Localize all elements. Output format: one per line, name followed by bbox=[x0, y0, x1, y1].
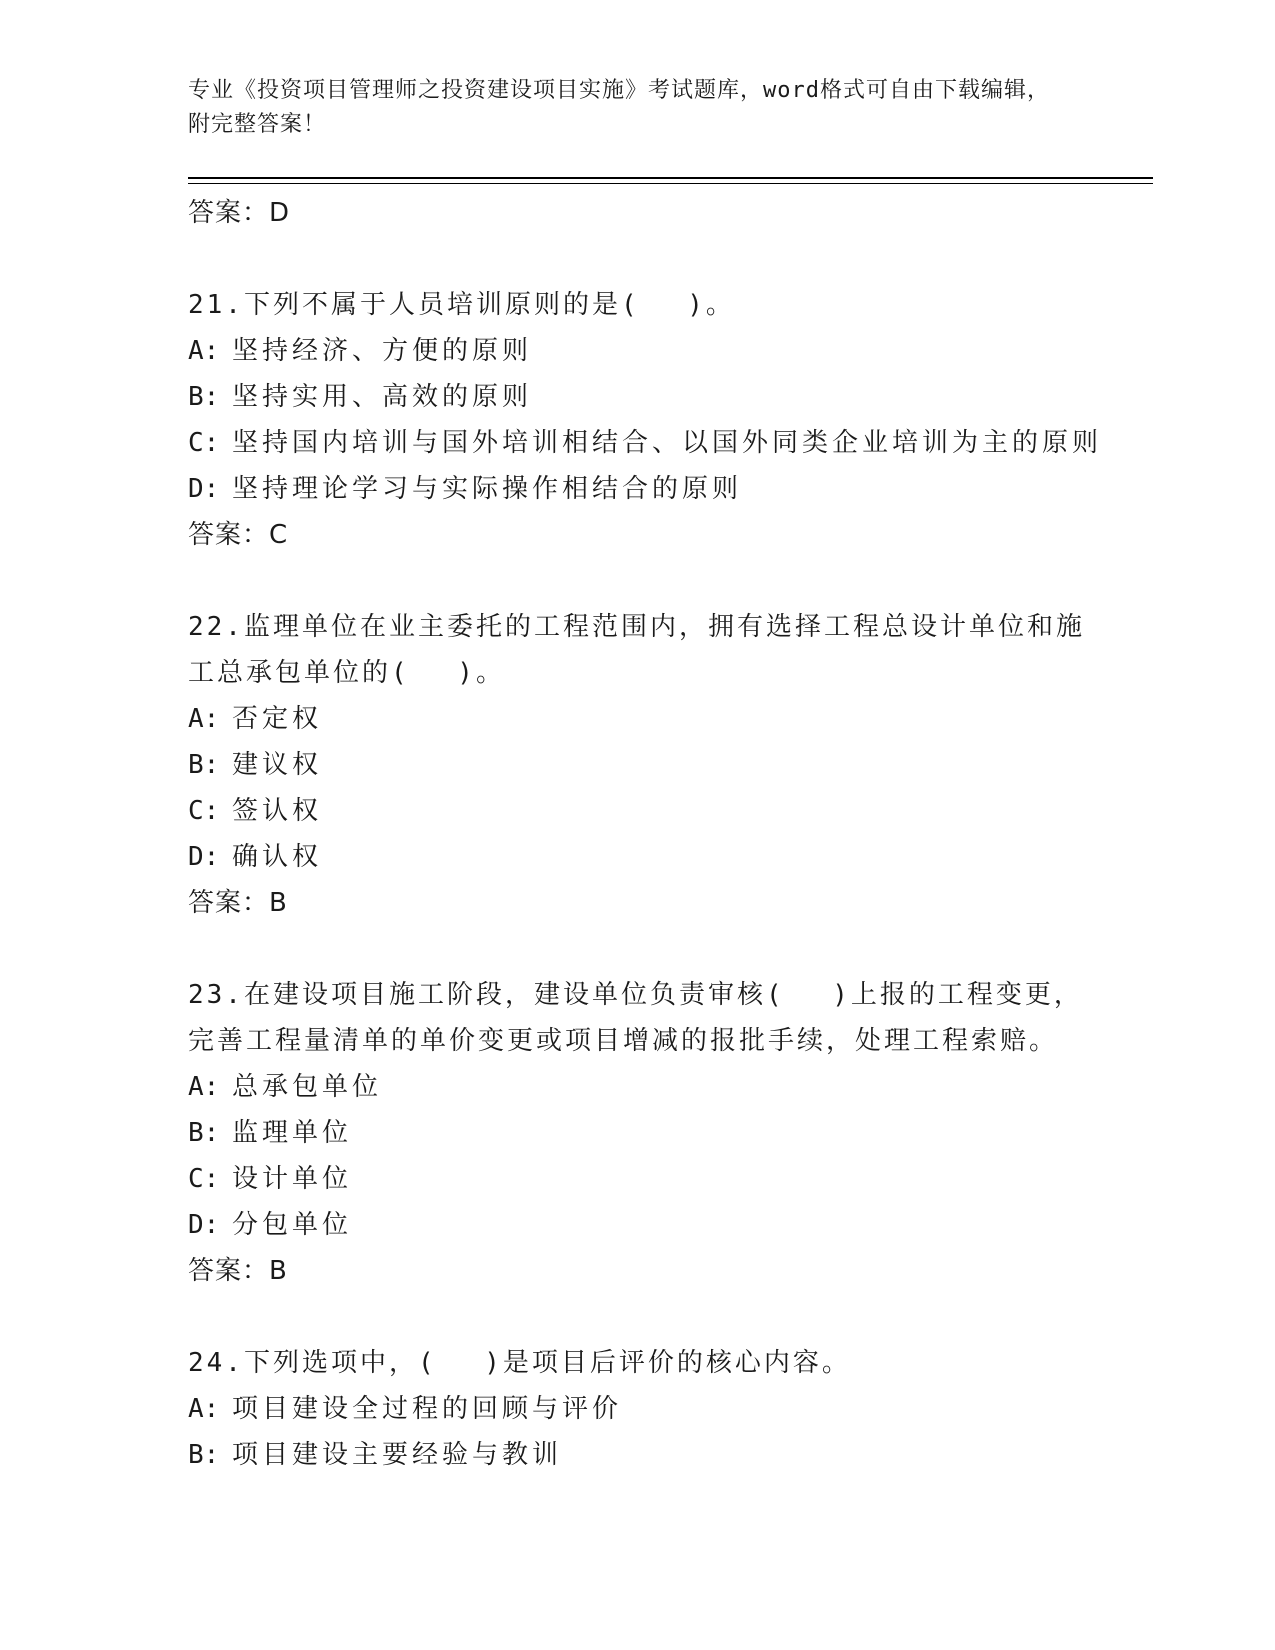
option-text: 确认权 bbox=[232, 842, 323, 872]
option-a bbox=[188, 1064, 1088, 1110]
option-letter: A: bbox=[188, 336, 220, 366]
option-letter: C: bbox=[188, 428, 220, 458]
document-header-intro: 专业《投资项目管理师之投资建设项目实施》考试题库，word格式可自由下载编辑，附完整答案！ bbox=[188, 78, 1050, 137]
option-d bbox=[188, 834, 1088, 880]
option-letter: A: bbox=[188, 704, 220, 734]
option-text: 坚持实用、高效的原则 bbox=[232, 382, 533, 412]
answer-line: 答案：C bbox=[188, 520, 289, 550]
option-text: 签认权 bbox=[232, 796, 323, 826]
option-b bbox=[188, 374, 1088, 420]
header-rule-thin bbox=[188, 183, 1153, 184]
option-text: 建议权 bbox=[232, 750, 323, 780]
option-letter: D: bbox=[188, 474, 220, 504]
option-c bbox=[188, 788, 1088, 834]
option-letter: B: bbox=[188, 750, 220, 780]
question-stem: 21.下列不属于人员培训原则的是( )。 bbox=[188, 290, 735, 320]
option-c bbox=[188, 420, 1103, 466]
option-letter: C: bbox=[188, 796, 220, 826]
option-a bbox=[188, 328, 1088, 374]
question-list bbox=[188, 190, 1103, 1478]
option-text: 坚持国内培训与国外培训相结合、以国外同类企业培训为主的原则 bbox=[232, 428, 1103, 458]
option-text: 坚持经济、方便的原则 bbox=[232, 336, 533, 366]
option-text: 设计单位 bbox=[232, 1164, 353, 1194]
option-d bbox=[188, 1202, 1088, 1248]
option-letter: A: bbox=[188, 1072, 220, 1102]
option-text: 总承包单位 bbox=[232, 1072, 383, 1102]
option-d bbox=[188, 466, 1088, 512]
option-a bbox=[188, 1386, 1088, 1432]
option-b bbox=[188, 1110, 1088, 1156]
option-a bbox=[188, 696, 1088, 742]
option-letter: D: bbox=[188, 1210, 220, 1240]
option-b bbox=[188, 1432, 1088, 1478]
question-block-22 bbox=[188, 604, 1088, 926]
header-rule-thick bbox=[188, 177, 1153, 179]
option-text: 分包单位 bbox=[232, 1210, 353, 1240]
question-stem: 24.下列选项中，( )是项目后评价的核心内容。 bbox=[188, 1348, 851, 1378]
option-text: 否定权 bbox=[232, 704, 323, 734]
answer-line: 答案：B bbox=[188, 1256, 288, 1286]
option-letter: B: bbox=[188, 382, 220, 412]
previous-answer: 答案：D bbox=[188, 198, 291, 228]
answer-line: 答案：B bbox=[188, 888, 288, 918]
option-c bbox=[188, 1156, 1088, 1202]
question-block-23 bbox=[188, 972, 1088, 1294]
option-text: 监理单位 bbox=[232, 1118, 353, 1148]
option-letter: A: bbox=[188, 1394, 220, 1424]
option-text: 坚持理论学习与实际操作相结合的原则 bbox=[232, 474, 743, 504]
option-letter: D: bbox=[188, 842, 220, 872]
question-stem: 23.在建设项目施工阶段，建设单位负责审核( )上报的工程变更，完善工程量清单的单价变更或项目增减的报批手续，处理工程索赔。 bbox=[188, 980, 1083, 1056]
option-b bbox=[188, 742, 1088, 788]
question-stem: 22.监理单位在业主委托的工程范围内，拥有选择工程总设计单位和施工总承包单位的( )。 bbox=[188, 612, 1085, 688]
option-letter: C: bbox=[188, 1164, 220, 1194]
question-block-24 bbox=[188, 1340, 1088, 1478]
question-block-21 bbox=[188, 282, 1103, 558]
option-letter: B: bbox=[188, 1440, 220, 1470]
option-text: 项目建设全过程的回顾与评价 bbox=[232, 1394, 623, 1424]
option-text: 项目建设主要经验与教训 bbox=[232, 1440, 563, 1470]
option-letter: B: bbox=[188, 1118, 220, 1148]
